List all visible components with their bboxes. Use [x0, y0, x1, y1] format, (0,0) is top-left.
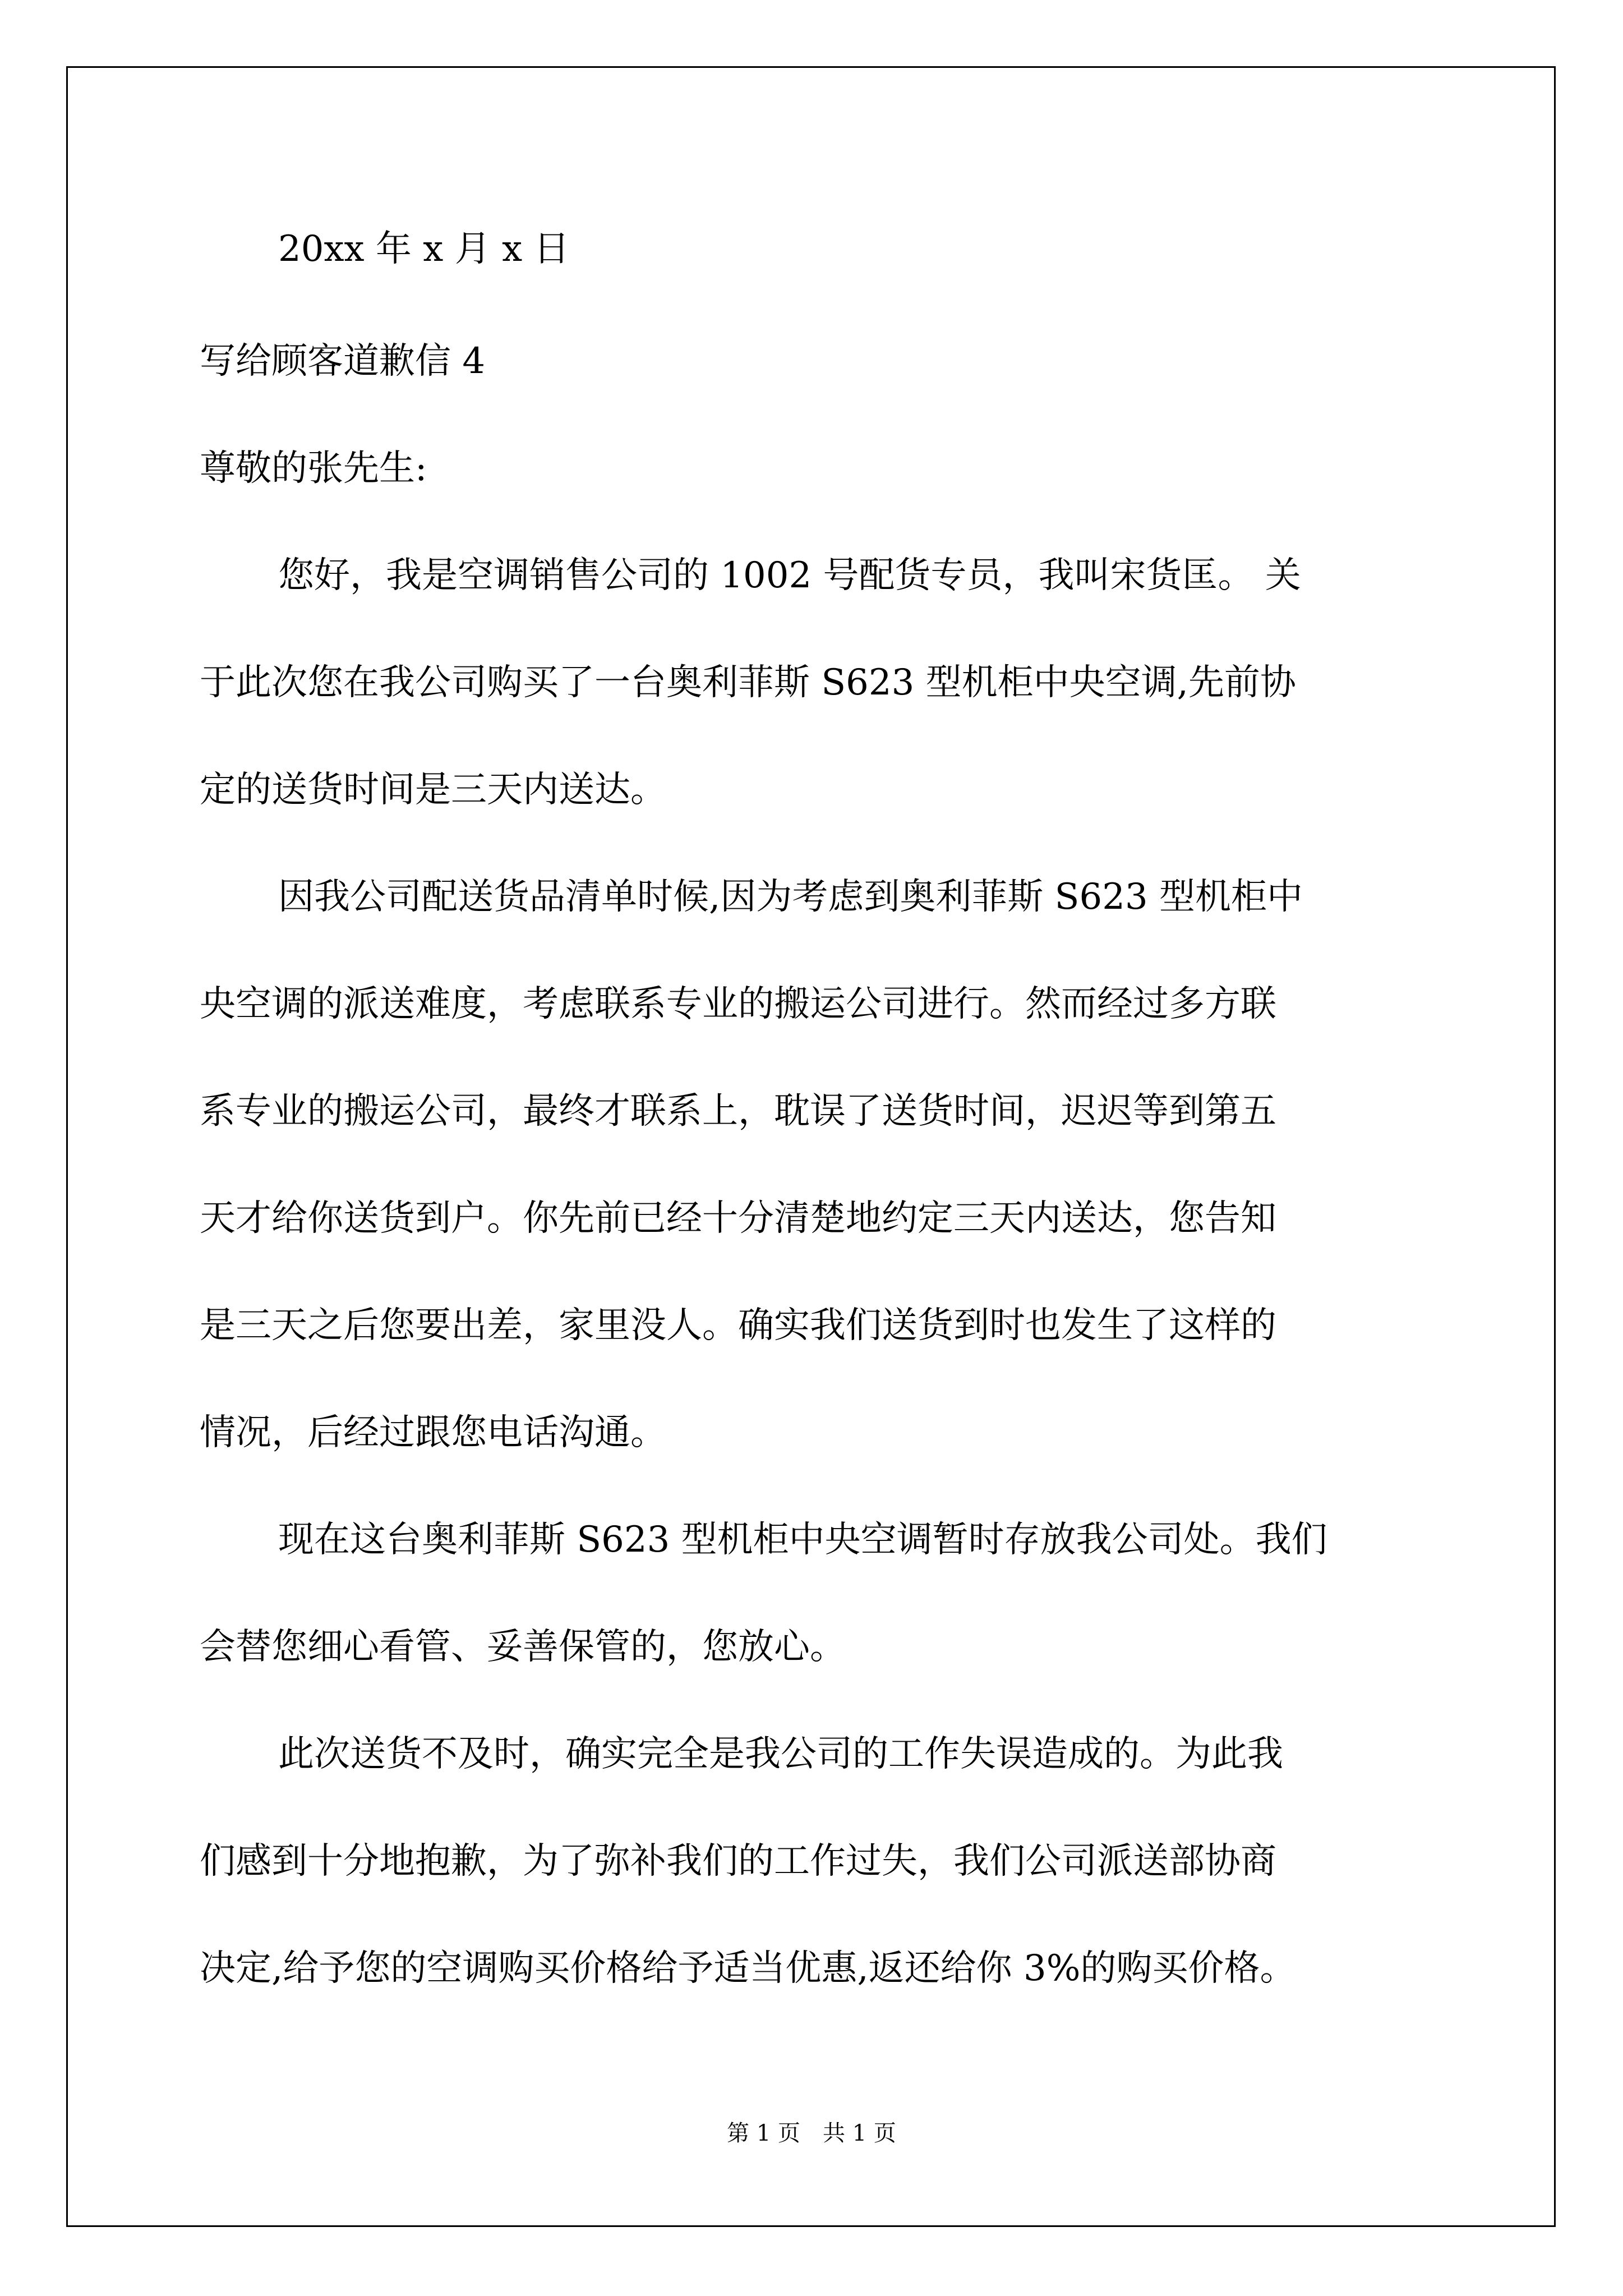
paragraph-line: 天才给你送货到户。你先前已经十分清楚地约定三天内送达，您告知: [200, 1198, 1276, 1239]
paragraph-line: 是三天之后您要出差，家里没人。确实我们送货到时也发生了这样的: [200, 1305, 1276, 1346]
paragraph-line: 央空调的派送难度，考虑联系专业的搬运公司进行。然而经过多方联: [200, 983, 1276, 1025]
letter-title: 写给顾客道歉信 4: [200, 341, 486, 382]
paragraph-line: 决定,给予您的空调购买价格给予适当优惠,返还给你 3%的购买价格。: [200, 1948, 1296, 1989]
date-line: 20xx 年 x 月 x 日: [278, 228, 570, 270]
paragraph-line: 因我公司配送货品清单时候,因为考虑到奥利菲斯 S623 型机柜中: [278, 876, 1303, 918]
paragraph-line: 会替您细心看管、妥善保管的，您放心。: [200, 1626, 846, 1668]
paragraph-line: 现在这台奥利菲斯 S623 型机柜中央空调暂时存放我公司处。我们: [278, 1519, 1327, 1561]
paragraph-line: 们感到十分地抱歉，为了弥补我们的工作过失，我们公司派送部协商: [200, 1841, 1276, 1882]
page-border: [66, 66, 1556, 2227]
paragraph-line: 您好，我是空调销售公司的 1002 号配货专员，我叫宋货匡。 关: [278, 555, 1301, 596]
paragraph-line: 于此次您在我公司购买了一台奥利菲斯 S623 型机柜中央空调,先前协: [200, 662, 1297, 703]
paragraph-line: 情况，后经过跟您电话沟通。: [200, 1412, 666, 1453]
paragraph-line: 定的送货时间是三天内送达。: [200, 769, 666, 811]
salutation: 尊敬的张先生:: [200, 448, 427, 489]
paragraph-line: 此次送货不及时，确实完全是我公司的工作失误造成的。为此我: [278, 1733, 1283, 1775]
paragraph-line: 系专业的搬运公司，最终才联系上，耽误了送货时间，迟迟等到第五: [200, 1091, 1276, 1132]
page-footer: 第 1 页 共 1 页: [727, 2120, 896, 2146]
